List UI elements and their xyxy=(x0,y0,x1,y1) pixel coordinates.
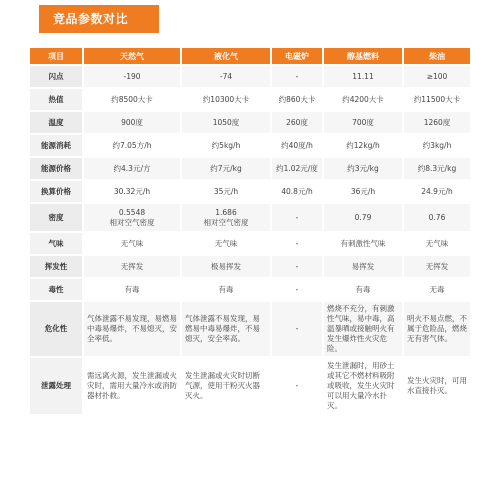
table-cell: 1260度 xyxy=(402,112,470,133)
table-cell: 无气味 xyxy=(402,233,470,254)
table-cell: 约7.05方/h xyxy=(82,135,180,156)
row-label: 热值 xyxy=(30,89,82,110)
table-row-volatility xyxy=(30,256,470,277)
row-label: 泄露处理 xyxy=(30,358,82,414)
table-row-density xyxy=(30,204,470,231)
table-cell: 约7元/kg xyxy=(180,158,270,179)
table-row-energy-consumption xyxy=(30,135,470,156)
row-label: 温度 xyxy=(30,112,82,133)
table-cell: 发生泄漏或火灾时切断气源，使用干粉灭火器灭火。 xyxy=(180,358,270,414)
table-cell: 约5kg/h xyxy=(180,135,270,156)
table-cell: 有毒 xyxy=(322,279,402,300)
table-cell: - xyxy=(270,66,322,87)
header-natural-gas: 天然气 xyxy=(82,48,180,64)
table-cell: 气体泄露不易发现，易燃易中毒易爆炸，不易熄灭，安全率低。 xyxy=(82,302,180,356)
table-cell: 无挥发 xyxy=(402,256,470,277)
table-cell: -190 xyxy=(82,66,180,87)
table-cell: 约8.3元/kg xyxy=(402,158,470,179)
table-cell: 明火不易点燃，不属于危险品，燃烧无有害气体。 xyxy=(402,302,470,356)
table-cell: - xyxy=(270,256,322,277)
row-label: 气味 xyxy=(30,233,82,254)
table-row-odor xyxy=(30,233,470,254)
table-cell: 约11500大卡 xyxy=(402,89,470,110)
table-cell: - xyxy=(270,233,322,254)
table-cell: 约40度/h xyxy=(270,135,322,156)
table-cell: 0.76 xyxy=(402,204,470,231)
table-cell: 约4200大卡 xyxy=(322,89,402,110)
table-cell: 约4.3元/方 xyxy=(82,158,180,179)
table-cell: 约3kg/h xyxy=(402,135,470,156)
table-row-temperature xyxy=(30,112,470,133)
table-cell: 260度 xyxy=(270,112,322,133)
table-row-converted-price xyxy=(30,181,470,202)
table-cell: 无气味 xyxy=(82,233,180,254)
row-label: 毒性 xyxy=(30,279,82,300)
row-label: 密度 xyxy=(30,204,82,231)
table-cell: -74 xyxy=(180,66,270,87)
row-label: 能源消耗 xyxy=(30,135,82,156)
table-cell: 700度 xyxy=(322,112,402,133)
table-row-flash-point xyxy=(30,66,470,87)
table-cell: 30.32元/h xyxy=(82,181,180,202)
table-cell: 1.686 相对空气密度 xyxy=(180,204,270,231)
table-cell: - xyxy=(270,302,322,356)
table-cell: 24.9元/h xyxy=(402,181,470,202)
table-cell: 约8500大卡 xyxy=(82,89,180,110)
table-cell: 需远离火源，发生泄漏或火灾时，需用大量冷水或消防器材扑救。 xyxy=(82,358,180,414)
table-cell: 有刺激性气味 xyxy=(322,233,402,254)
row-label: 挥发性 xyxy=(30,256,82,277)
header-item: 项目 xyxy=(30,48,82,64)
table-cell: 无挥发 xyxy=(82,256,180,277)
table-cell: 发生泄漏时，用砂土或其它不燃材料吸附或吸收，发生火灾时可以用大量冷水扑灭。 xyxy=(322,358,402,414)
table-cell: 气体泄露不易发现，易燃易中毒易爆炸，不易熄灭，安全率高。 xyxy=(180,302,270,356)
row-label: 闪点 xyxy=(30,66,82,87)
header-lpg: 液化气 xyxy=(180,48,270,64)
title-underline xyxy=(39,31,159,33)
table-cell: 36元/h xyxy=(322,181,402,202)
table-cell: 约12kg/h xyxy=(322,135,402,156)
table-cell: - xyxy=(270,279,322,300)
table-cell: 约3元/kg xyxy=(322,158,402,179)
table-cell: 35元/h xyxy=(180,181,270,202)
table-cell: 有毒 xyxy=(180,279,270,300)
table-row-toxicity xyxy=(30,279,470,300)
header-diesel: 柴油 xyxy=(402,48,470,64)
table-row-energy-price xyxy=(30,158,470,179)
table-cell: 易挥发 xyxy=(322,256,402,277)
table-cell: 有毒 xyxy=(82,279,180,300)
table-cell: - xyxy=(270,204,322,231)
table-cell: 无气味 xyxy=(180,233,270,254)
header-induction-cooker: 电磁炉 xyxy=(270,48,322,64)
table-cell: 发生火灾时，可用水直接扑灭。 xyxy=(402,358,470,414)
section-title: 竞品参数对比 xyxy=(39,5,159,31)
table-cell: 极易挥发 xyxy=(180,256,270,277)
table-cell: 40.8元/h xyxy=(270,181,322,202)
table-cell: ≥100 xyxy=(402,66,470,87)
row-label: 换算价格 xyxy=(30,181,82,202)
table-cell: - xyxy=(270,358,322,414)
table-cell: 燃烧不充分，有刺激性气味，易中毒，高温暴晒或接触明火有发生爆炸性火灾危险。 xyxy=(322,302,402,356)
table-row-hazard xyxy=(30,302,470,356)
row-label: 危化性 xyxy=(30,302,82,356)
table-cell: 1050度 xyxy=(180,112,270,133)
table-cell: 900度 xyxy=(82,112,180,133)
table-row-leak-handling xyxy=(30,358,470,414)
table-cell: 约1.02元/度 xyxy=(270,158,322,179)
comparison-table xyxy=(30,46,470,416)
table-cell: 无毒 xyxy=(402,279,470,300)
table-cell: 约10300大卡 xyxy=(180,89,270,110)
table-cell: 0.79 xyxy=(322,204,402,231)
table-cell: 约860大卡 xyxy=(270,89,322,110)
table-row-heat-value xyxy=(30,89,470,110)
table-cell: 0.5548 相对空气密度 xyxy=(82,204,180,231)
header-alcohol-fuel: 醇基燃料 xyxy=(322,48,402,64)
table-cell: 11.11 xyxy=(322,66,402,87)
row-label: 能源价格 xyxy=(30,158,82,179)
header-row xyxy=(30,48,470,64)
